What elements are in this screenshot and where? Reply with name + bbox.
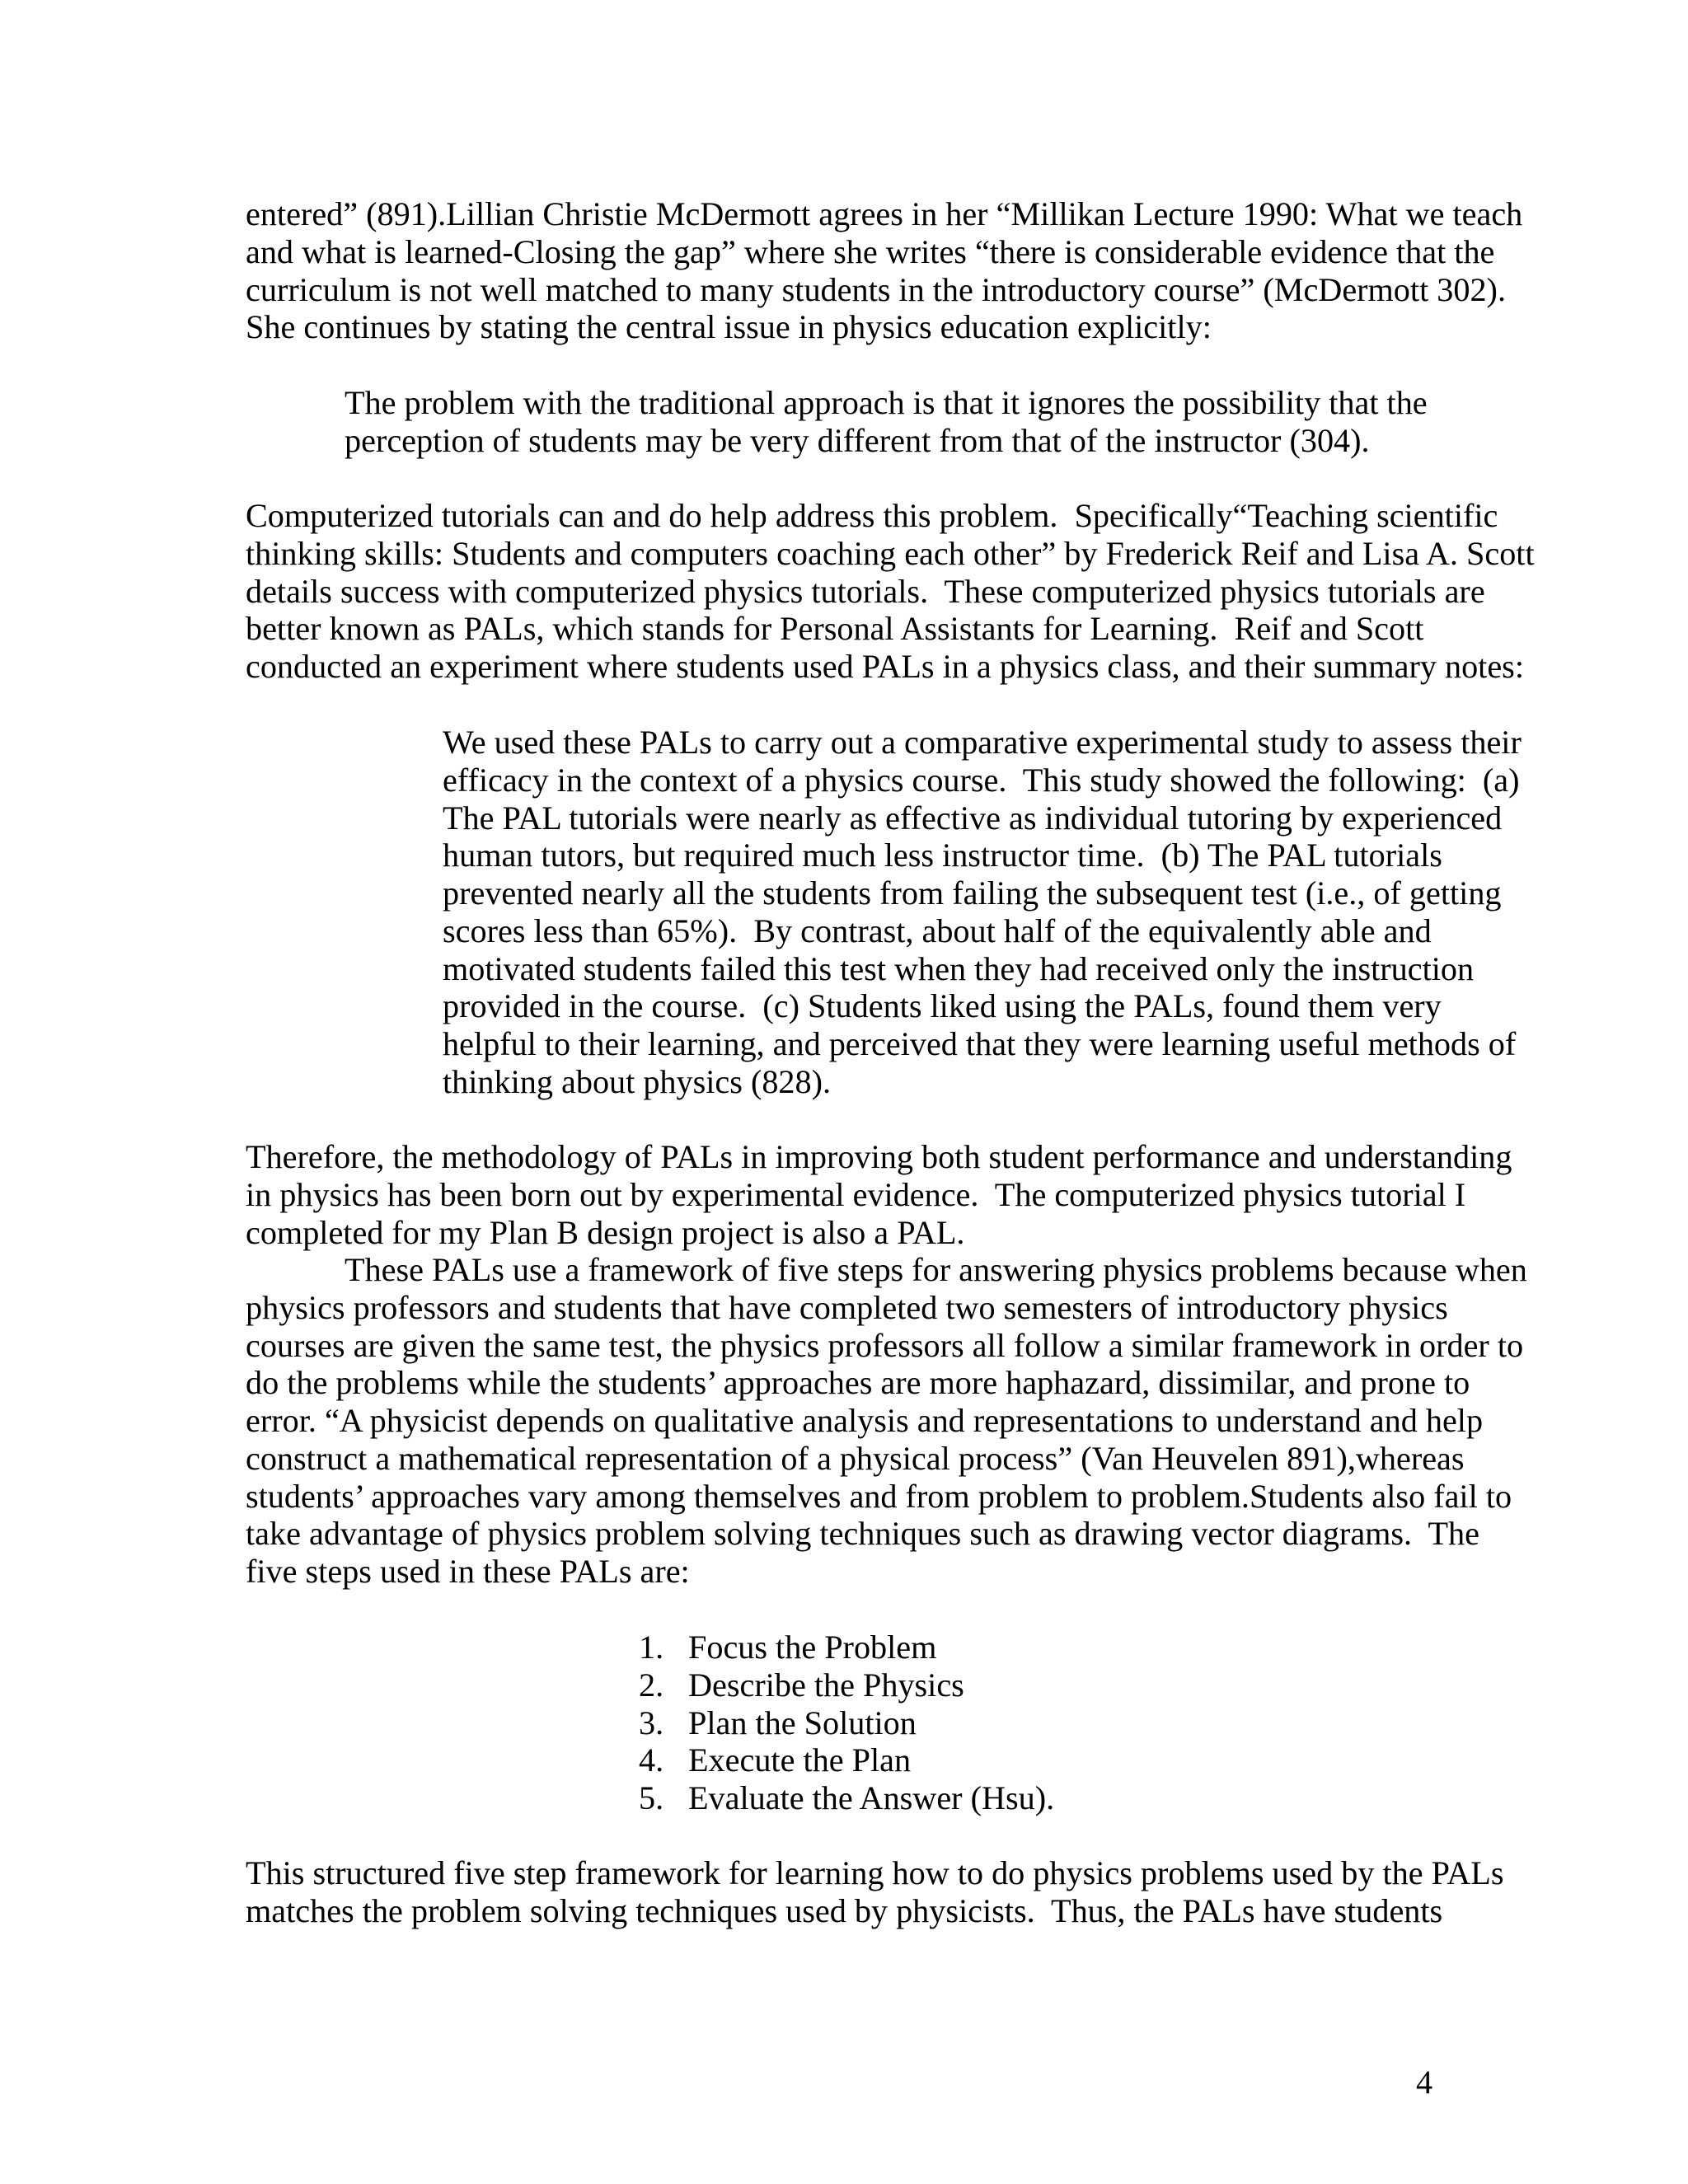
quote-line: helpful to their learning, and perceived that they were learning useful methods of (443, 1025, 1517, 1062)
list-number: 5. (639, 1779, 664, 1816)
paragraph-line: She continues by stating the central issue in physics education explicitly: (246, 308, 1212, 346)
paragraph-line: error. “A physicist depends on qualitative analysis and representations to understand and help (246, 1402, 1484, 1439)
paragraph-line: Therefore, the methodology of PALs in improving both student performance and understanding (246, 1138, 1512, 1175)
list-text: Describe the Physics (688, 1666, 964, 1704)
block-quote-reif-scott (443, 724, 1522, 1101)
paragraph-line: thinking skills: Students and computers coaching each other” by Frederick Reif and Lisa A. Scott (246, 534, 1535, 572)
list-item (639, 1741, 1054, 1779)
list-number: 4. (639, 1741, 664, 1779)
paragraph-pals (246, 497, 1535, 686)
quote-line: provided in the course. (c) Students liked using the PALs, found them very (443, 987, 1442, 1025)
quote-line: human tutors, but required much less instructor time. (b) The PAL tutorials (443, 837, 1442, 874)
list-text: Plan the Solution (688, 1704, 917, 1741)
page-number: 4 (1416, 2064, 1433, 2101)
paragraph-intro (246, 195, 1522, 346)
paragraph-line: completed for my Plan B design project is also a PAL. (246, 1213, 965, 1251)
quote-line: perception of students may be very different from that of the instructor (304). (345, 421, 1370, 459)
paragraph-line: These PALs use a framework of five steps for answering physics problems because when (345, 1251, 1527, 1288)
numbered-list-steps (639, 1629, 1054, 1817)
block-quote-mcdermott (345, 384, 1428, 460)
paragraph-line: matches the problem solving techniques used by physicists. Thus, the PALs have students (246, 1891, 1443, 1929)
list-number: 2. (639, 1666, 664, 1704)
paragraph-line: curriculum is not well matched to many students in the introductory course” (McDermott 302). (246, 270, 1506, 308)
quote-line: thinking about physics (828). (443, 1062, 832, 1100)
list-item (639, 1704, 1054, 1742)
paragraph-line: construct a mathematical representation of a physical process” (Van Heuvelen 891),whereas (246, 1439, 1465, 1477)
paragraph-framework (246, 1251, 1527, 1591)
paragraph-line: entered” (891).Lillian Christie McDermott agrees in her “Millikan Lecture 1990: What we teach (246, 195, 1523, 232)
paragraph-line: do the problems while the students’ approaches are more haphazard, dissimilar, and prone to (246, 1364, 1470, 1402)
paragraph-line: conducted an experiment where students used PALs in a physics class, and their summary notes: (246, 648, 1524, 685)
quote-line: We used these PALs to carry out a comparative experimental study to assess their (443, 724, 1522, 761)
quote-line: motivated students failed this test when they had received only the instruction (443, 949, 1475, 987)
paragraph-line: better known as PALs, which stands for Personal Assistants for Learning. Reif and Scott (246, 610, 1424, 648)
list-text: Evaluate the Answer (Hsu). (688, 1779, 1055, 1816)
list-item (639, 1629, 1054, 1666)
paragraph-methodology (246, 1138, 1512, 1251)
quote-line: efficacy in the context of a physics course. This study showed the following: (a) (443, 761, 1520, 799)
paragraph-line: This structured five step framework for learning how to do physics problems used by the PALs (246, 1854, 1504, 1891)
list-number: 1. (639, 1629, 664, 1666)
paragraph-conclusion (246, 1854, 1503, 1930)
paragraph-line: and what is learned-Closing the gap” where she writes “there is considerable evidence that the (246, 232, 1495, 270)
quote-line: The problem with the traditional approach is that it ignores the possibility that the (345, 384, 1428, 421)
quote-line: scores less than 65%). By contrast, about half of the equivalently able and (443, 912, 1432, 949)
quote-line: prevented nearly all the students from failing the subsequent test (i.e., of getting (443, 874, 1502, 912)
list-text: Focus the Problem (688, 1629, 937, 1666)
paragraph-line: in physics has been born out by experimental evidence. The computerized physics tutorial I (246, 1175, 1466, 1213)
paragraph-line: students’ approaches vary among themselves and from problem to problem.Students also fail to (246, 1477, 1512, 1515)
list-text: Execute the Plan (688, 1741, 912, 1779)
list-number: 3. (639, 1704, 664, 1741)
paragraph-line: physics professors and students that have completed two semesters of introductory physics (246, 1288, 1448, 1326)
paragraph-line: five steps used in these PALs are: (246, 1553, 690, 1590)
list-item (639, 1779, 1054, 1817)
paragraph-line: details success with computerized physics tutorials. These computerized physics tutorials are (246, 572, 1485, 610)
quote-line: The PAL tutorials were nearly as effective as individual tutoring by experienced (443, 799, 1503, 837)
paragraph-line: Computerized tutorials can and do help address this problem. Specifically“Teaching scientific (246, 497, 1498, 534)
paragraph-line: take advantage of physics problem solving techniques such as drawing vector diagrams. The (246, 1515, 1479, 1553)
paragraph-line: courses are given the same test, the physics professors all follow a similar framework in order to (246, 1326, 1524, 1364)
list-item (639, 1666, 1054, 1704)
